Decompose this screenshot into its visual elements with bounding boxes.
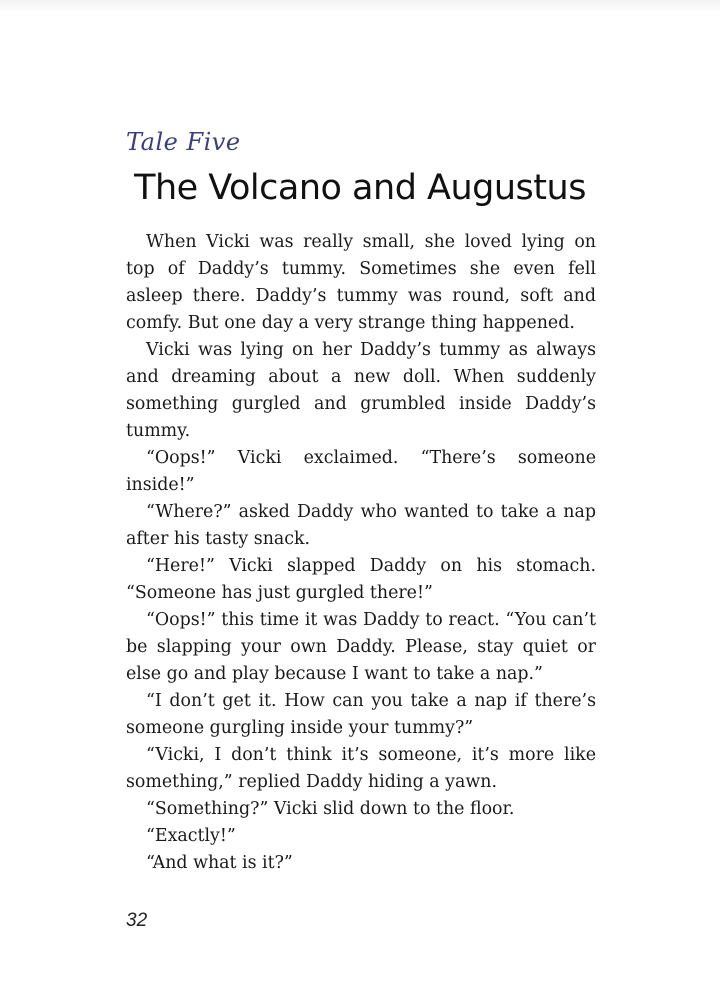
chapter-title: The Volcano and Augustus: [134, 168, 586, 208]
story-text: [126, 229, 596, 877]
page-number: 32: [126, 910, 148, 931]
paragraph: “Oops!” Vicki exclaimed. “There’s someone inside!”: [126, 448, 596, 495]
paragraph: “Something?” Vicki slid down to the floor.: [146, 799, 515, 819]
paragraph: “And what is it?”: [146, 853, 293, 873]
top-edge-shadow: [0, 0, 720, 14]
chapter-kicker: Tale Five: [126, 128, 241, 156]
paragraph: “Vicki, I don’t think it’s someone, it’s more like something,” replied Daddy hiding a yawn.: [126, 745, 596, 792]
paragraph: “Where?” asked Daddy who wanted to take a nap after his tasty snack.: [126, 502, 596, 549]
paragraph: “I don’t get it. How can you take a nap if there’s someone gurgling inside your tummy?”: [126, 691, 596, 738]
paragraph: “Here!” Vicki slapped Daddy on his stomach. “Someone has just gurgled there!”: [126, 556, 596, 603]
paragraph: “Oops!” this time it was Daddy to react. “You can’t be slapping your own Daddy. Please, stay quiet or else go and play because I want to take a nap.”: [126, 610, 596, 684]
paragraph: When Vicki was really small, she loved lying on top of Daddy’s tummy. Sometimes she even fell asleep there. Daddy’s tummy was round, soft and comfy. But one day a very strange thing happened.: [126, 232, 596, 333]
paragraph: Vicki was lying on her Daddy’s tummy as always and dreaming about a new doll. When suddenly something gurgled and grumbled inside Daddy’s tummy.: [126, 340, 596, 441]
paragraph: “Exactly!”: [146, 826, 236, 846]
